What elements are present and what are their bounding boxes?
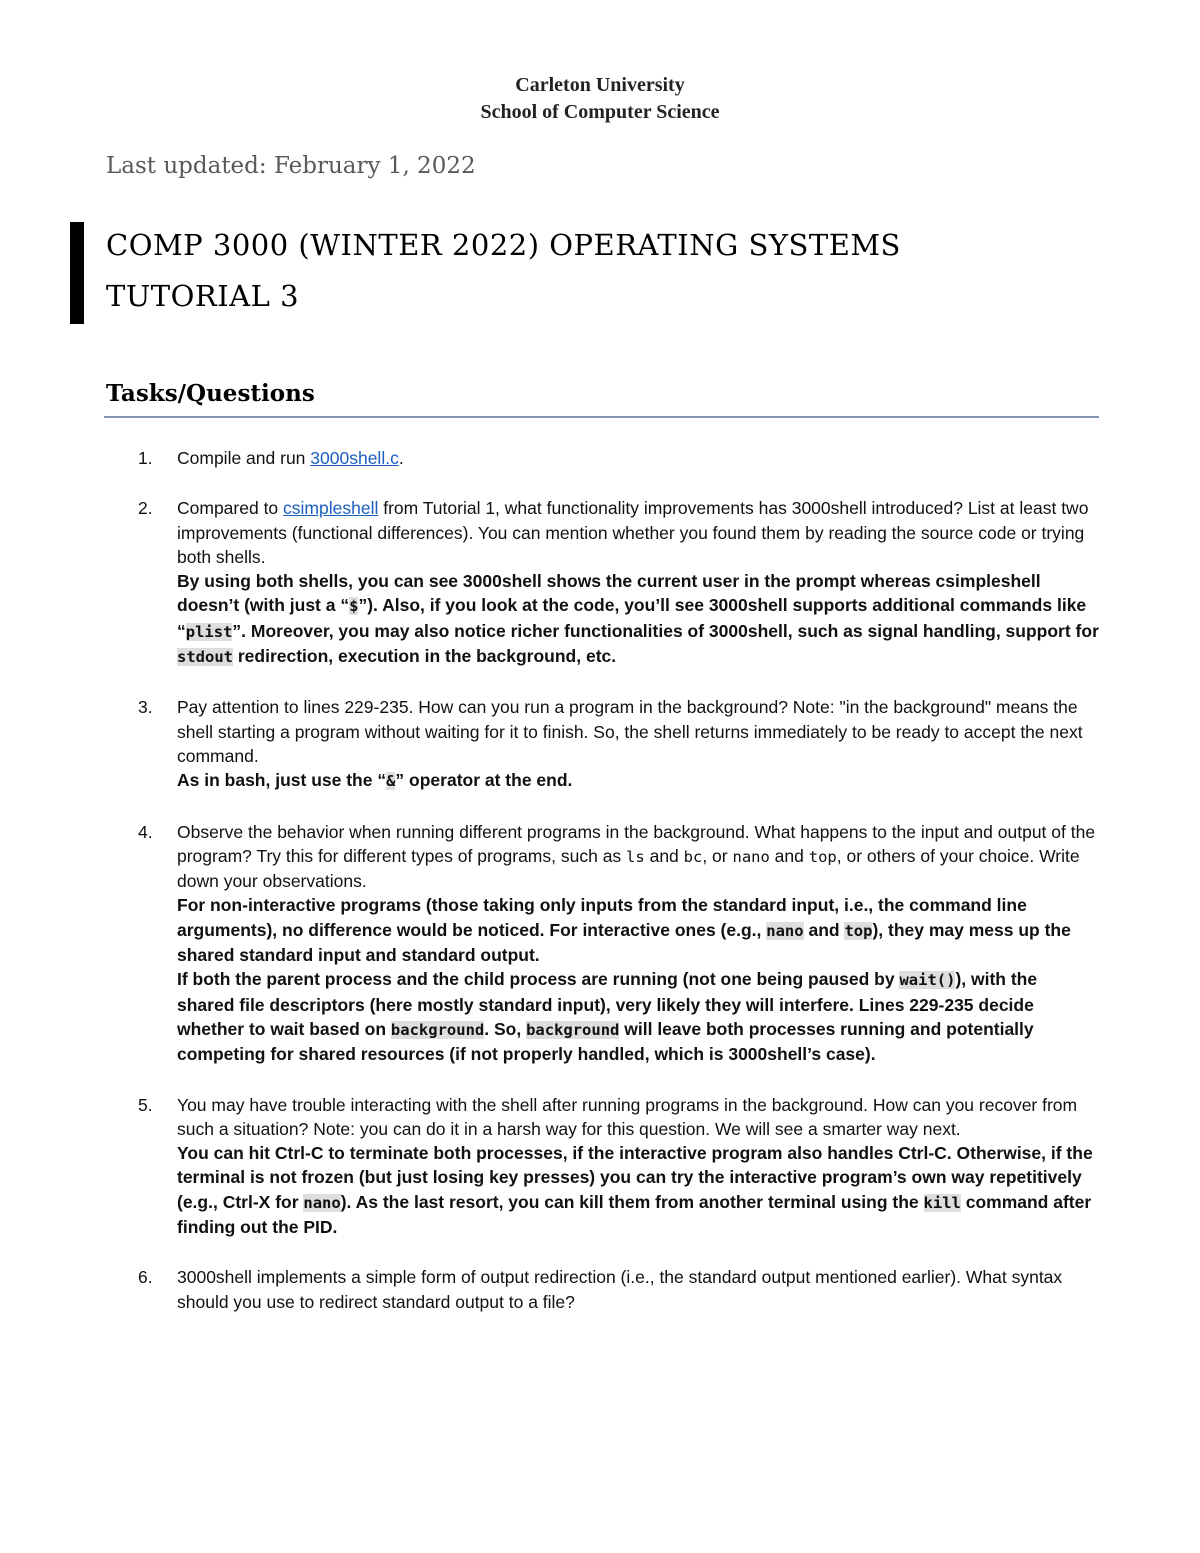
inline-code: ls xyxy=(626,847,645,866)
answer-text: For non-interactive programs (those taking only inputs from the standard input, i.e., the command line arguments), no difference would be noticed. For interactive ones (e.g., nano and top), they may mess up the shared standard input and standard output. If both the parent process and the child process are running (not one being paused by wait()), with the shared file descriptors (here mostly standard input), very likely they will interfere. Lines 229-235 decide whether to wait based on background. So, background will leave both processes running and potentially competing for shared resources (if not properly handled, which is 3000shell’s case). xyxy=(177,895,1071,1065)
question-4 xyxy=(104,820,1099,1067)
csimpleshell-link[interactable]: csimpleshell xyxy=(283,498,379,519)
inline-code: plist xyxy=(185,622,233,641)
school-name: School of Computer Science xyxy=(480,101,720,123)
question-number: 1. xyxy=(138,448,153,468)
question-text: You may have trouble interacting with the shell after running programs in the background. How can you recover from such a situation? Note: you can do it in a harsh way for this question. We will see a smarter way next. xyxy=(177,1094,1078,1139)
title-accent-bar xyxy=(70,222,84,324)
question-number: 4. xyxy=(138,821,153,842)
inline-code: kill xyxy=(923,1193,961,1212)
question-text: 3000shell implements a simple form of output redirection (i.e., the standard output mentioned earlier). What syntax should you use to redirect standard output to a file? xyxy=(177,1267,1063,1312)
question-number: 3. xyxy=(138,697,153,718)
question-text: Observe the behavior when running different programs in the background. What happens to the input and output of the program? Try this for different types of programs, such as ls and bc, or nano and top, or others of your choice. Write down your observations. xyxy=(177,821,1096,892)
question-2: 2. Compared to csimpleshell from Tutorial 1, what functionality improvements has 3000shell introduced? List at least two improvements (functional differences). You can mention whether you found them by reading the source code or trying both shells. By using both shells, you can see 3000shell shows the current user in the prompt whereas csimpleshell doesn’t (with just a “$”). Also, if you look at the code, you’ll see 3000shell supports additional commands like “plist”. Moreover, you may also notice richer functionalities of 3000shell, such as signal handling, support for stdout redirection, execution in the background, etc. xyxy=(138,498,1099,667)
question-number: 2. xyxy=(138,498,153,519)
inline-code: & xyxy=(386,772,396,791)
inline-code: background xyxy=(390,1020,485,1039)
inline-code: top xyxy=(808,847,837,866)
inline-code: stdout xyxy=(177,648,233,667)
document-subtitle: TUTORIAL 3 xyxy=(106,279,300,313)
question-number: 6. xyxy=(138,1267,153,1288)
inline-code: nano xyxy=(303,1193,341,1212)
question-3 xyxy=(104,695,1099,793)
inline-code: nano xyxy=(766,921,804,940)
inline-code: $ xyxy=(349,597,359,616)
answer-text: As in bash, just use the “&” operator at the end. xyxy=(177,770,573,791)
question-5 xyxy=(104,1093,1099,1240)
inline-code: background xyxy=(526,1020,620,1039)
answer-text: You can hit Ctrl-C to terminate both processes, if the interactive program also handles Ctrl-C. Otherwise, if the terminal is not frozen (but just losing key presses) you can try the interactive program’s own way repetitively (e.g., Ctrl-X for nano). As the last resort, you can kill them from another terminal using the kill command after finding out the PID. xyxy=(177,1143,1093,1238)
last-updated: Last updated: February 1, 2022 xyxy=(106,153,476,179)
question-number: 5. xyxy=(138,1094,153,1115)
document-title: COMP 3000 (WINTER 2022) OPERATING SYSTEMS xyxy=(106,228,901,262)
section-divider xyxy=(104,416,1099,418)
inline-code: top xyxy=(844,921,873,940)
question-text: Compared to xyxy=(177,498,284,519)
question-6 xyxy=(104,1265,1099,1314)
answer-text: By using both shells, you can see 3000shell shows the current user in the prompt whereas csimpleshell doesn’t (with just a “$”). Also, if you look at the code, you’ll see 3000shell supports additional commands like “plist”. Moreover, you may also notice richer functionalities of 3000shell, such as signal handling, support for stdout redirection, execution in the background, etc. xyxy=(177,571,1099,667)
question-1: 1. Compile and run 3000shell.c. xyxy=(104,446,1099,470)
shell-source-link[interactable]: 3000shell.c xyxy=(310,448,399,468)
inline-code: bc xyxy=(683,847,703,866)
section-heading: Tasks/Questions xyxy=(106,380,315,407)
question-text: Pay attention to lines 229-235. How can you run a program in the background? Note: "in the background" means the shell starting a program without waiting for it to finish. So, the shell returns immediately to be ready to accept the next command. xyxy=(177,697,1083,766)
institution-name: Carleton University xyxy=(515,74,685,96)
question-list xyxy=(104,446,1099,1340)
inline-code: wait() xyxy=(899,971,956,990)
inline-code: nano xyxy=(732,847,770,866)
question-text: Compile and run xyxy=(177,448,311,468)
